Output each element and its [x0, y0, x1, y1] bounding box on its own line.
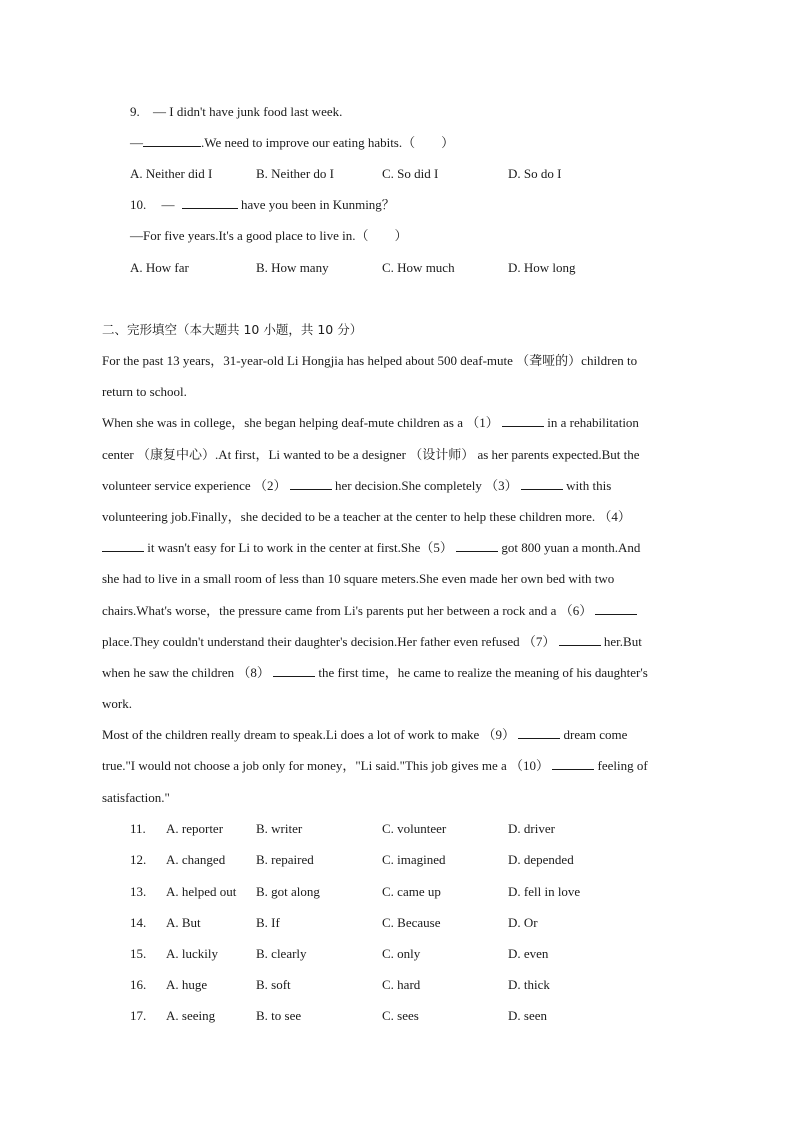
choice-number: 16.: [130, 977, 147, 992]
option-b: B. If: [256, 915, 280, 930]
option-c: C. came up: [382, 884, 441, 899]
option-b: B. writer: [256, 821, 303, 836]
option-c: C. volunteer: [382, 821, 447, 836]
passage-line: center （康复中心）.At first，Li wanted to be a designer （设计师） as her parents expected.But the: [102, 446, 640, 462]
passage-line: For the past 13 years，31-year-old Li Hongjia has helped about 500 deaf-mute （聋哑的）children to: [102, 353, 638, 368]
choice-number: 14.: [130, 915, 147, 930]
passage-line: chairs.What's worse，the pressure came from Li's parents put her between a rock and a （6）: [102, 602, 694, 633]
passage-line: work.: [102, 696, 132, 712]
passage-line: Most of the children really dream to speak.Li does a lot of work to make （9） dream come: [102, 727, 628, 743]
question-10-reply: —For five years.It's a good place to live in.（ ）: [130, 228, 408, 243]
option-c: C. sees: [382, 1008, 419, 1023]
option-d: D. depended: [508, 852, 574, 867]
option-a: A. But: [166, 915, 201, 930]
blank-7: [559, 633, 601, 646]
blank-5: [456, 539, 498, 552]
option-c: C. only: [382, 946, 421, 961]
choice-number: 11.: [130, 821, 146, 836]
blank-9: [518, 726, 560, 739]
choice-number: 15.: [130, 946, 147, 961]
passage-line: she had to live in a small room of less than 10 square meters.She even made her own bed with two: [102, 571, 615, 587]
blank-8: [273, 664, 315, 677]
option-c: C. imagined: [382, 852, 446, 867]
option-b: B. to see: [256, 1008, 302, 1023]
question-9-reply: [130, 134, 454, 152]
option-d: D. fell in love: [508, 884, 581, 899]
passage-line: return to school.: [102, 384, 187, 400]
option-c: C. So did I: [382, 166, 439, 181]
question-number: 9.: [130, 104, 140, 119]
option-a: A. helped out: [166, 884, 237, 899]
dash: —: [161, 197, 175, 212]
option-d: D. Or: [508, 915, 538, 930]
blank-3: [521, 477, 563, 490]
section-title: 二、完形填空（本大题共 10 小题，共 10 分）: [102, 322, 363, 337]
answer-blank: [143, 134, 201, 147]
blank-10: [552, 757, 594, 770]
option-a: A. luckily: [166, 946, 218, 961]
option-c: C. hard: [382, 977, 421, 992]
question-text: have you been in Kunming？: [241, 197, 395, 212]
option-d: D. thick: [508, 977, 550, 992]
option-d: D. So do I: [508, 166, 562, 181]
option-d: D. driver: [508, 821, 555, 836]
blank-4: [102, 539, 144, 552]
passage-line: volunteering job.Finally，she decided to be a teacher at the center to help these children more. （4）: [102, 508, 631, 524]
choice-number: 13.: [130, 884, 147, 899]
blank-1: [502, 414, 544, 427]
option-b: B. clearly: [256, 946, 307, 961]
cloze-passage: [102, 352, 694, 820]
passage-line: true."I would not choose a job only for money，"Li said."This job gives me a （10） feeling of: [102, 758, 648, 774]
option-a: A. seeing: [166, 1008, 216, 1023]
passage-line: place.They couldn't understand their daughter's decision.Her father even refused （7） her.But: [102, 633, 642, 649]
option-b: B. got along: [256, 884, 320, 899]
passage-line: When she was in college，she began helping deaf-mute children as a （1） in a rehabilitation: [102, 415, 639, 431]
answer-blank: [182, 196, 238, 209]
reply-text: .We need to improve our eating habits.（ ）: [201, 135, 455, 150]
passage-line: when he saw the children （8） the first time，he came to realize the meaning of his daughter's: [102, 664, 648, 680]
passage-line: volunteer service experience （2） her decision.She completely （3） with this: [102, 477, 612, 493]
choice-number: 17.: [130, 1008, 147, 1023]
option-c: C. How much: [382, 260, 455, 275]
blank-6: [595, 602, 637, 615]
option-d: D. seen: [508, 1008, 547, 1023]
option-a: A. changed: [166, 852, 226, 867]
dash: —: [130, 135, 143, 150]
passage-line: satisfaction.": [102, 789, 170, 805]
option-a: A. reporter: [166, 821, 224, 836]
option-d: D. even: [508, 946, 549, 961]
option-d: D. How long: [508, 260, 576, 275]
blank-2: [290, 477, 332, 490]
option-a: A. huge: [166, 977, 208, 992]
question-text: — I didn't have junk food last week.: [153, 104, 343, 119]
question-number: 10.: [130, 197, 147, 212]
choice-number: 12.: [130, 852, 147, 867]
question-10-stem: [130, 196, 395, 214]
passage-line: it wasn't easy for Li to work in the center at first.She（5） got 800 yuan a month.And: [102, 539, 694, 570]
option-b: B. Neither do I: [256, 166, 334, 181]
option-a: A. Neither did I: [130, 166, 213, 181]
option-b: B. repaired: [256, 852, 314, 867]
option-a: A. How far: [130, 260, 189, 275]
option-b: B. How many: [256, 260, 329, 275]
option-c: C. Because: [382, 915, 441, 930]
question-9-stem: [130, 103, 342, 121]
option-b: B. soft: [256, 977, 291, 992]
